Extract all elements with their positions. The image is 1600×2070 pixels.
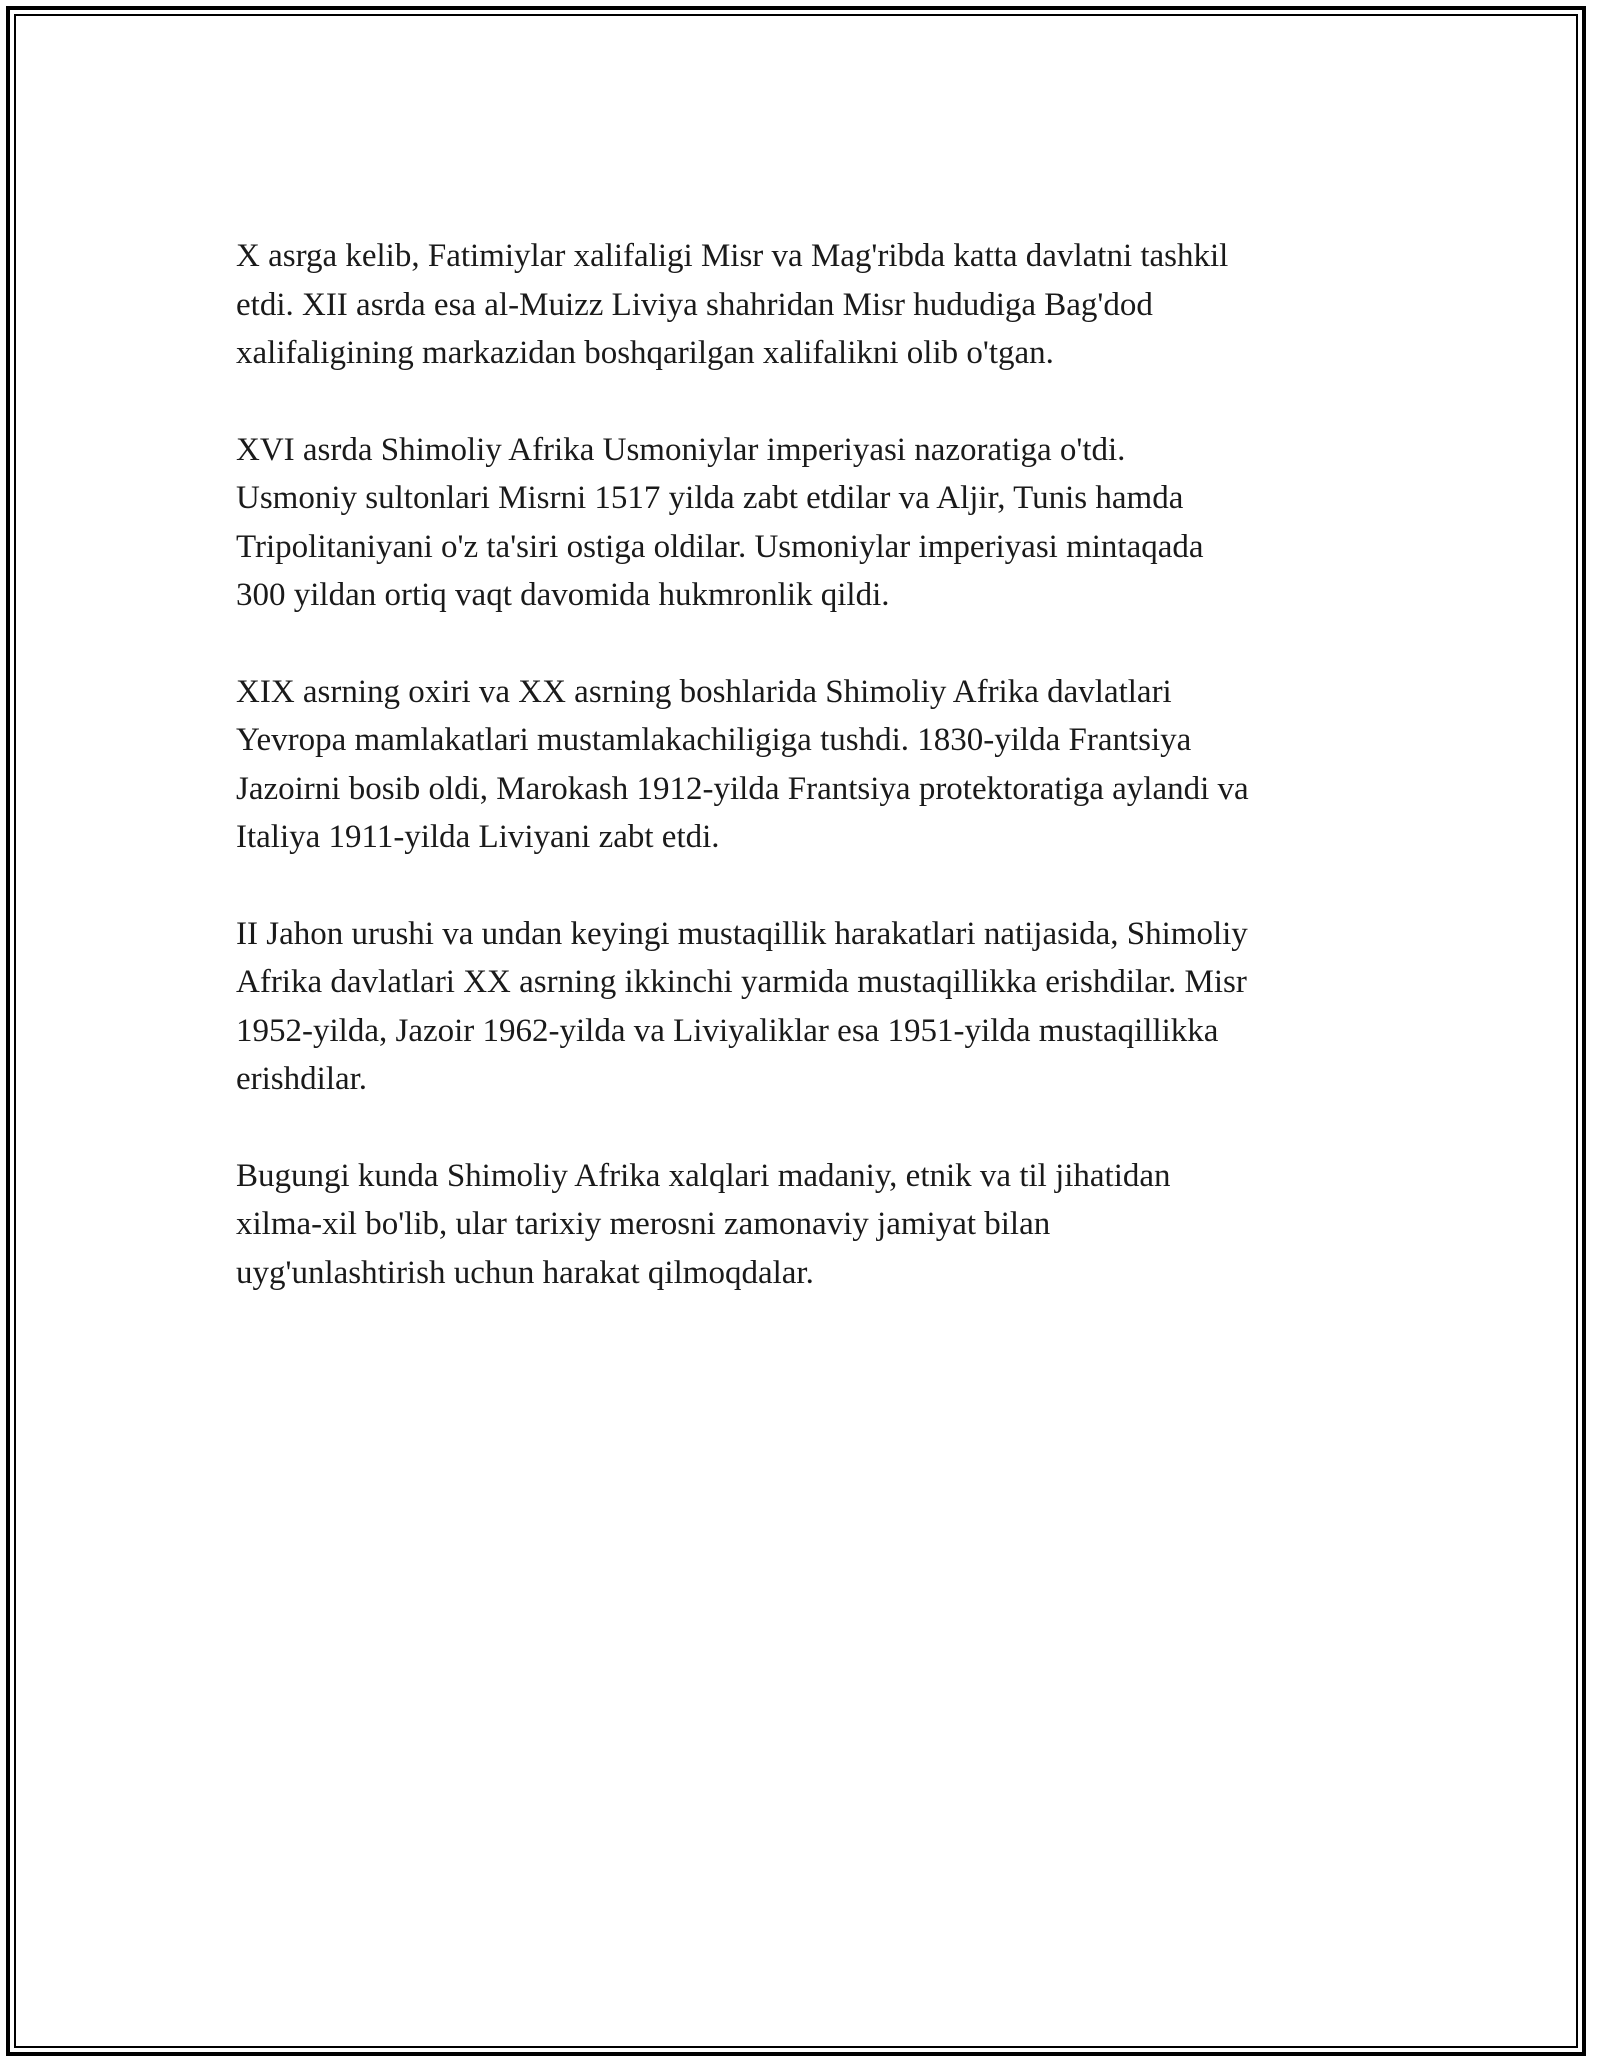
paragraph-today: Bugungi kunda Shimoliy Afrika xalqlari madaniy, etnik va til jihatidan xilma-xil bo'lib, ular tarixiy merosni zamonaviy jamiyat bilan uyg'unlashtirish uchun harakat qilmoqdalar. bbox=[236, 1157, 1171, 1291]
paragraph-independence: II Jahon urushi va undan keyingi mustaqillik harakatlari natijasida, Shimoliy Afrika davlatlari XX asrning ikkinchi yarmida mustaqillikka erishdilar. Misr 1952-yilda, Jazoir 1962-yilda va Liviyaliklar esa 1951-yilda mustaqillikka erishdilar. bbox=[236, 915, 1248, 1097]
paragraph-fatimids: X asrga kelib, Fatimiylar xalifaligi Misr va Mag'ribda katta davlatni tashkil etdi. XII asrda esa al-Muizz Liviya shahridan Misr hududiga Bag'dod xalifaligining markazidan boshqarilgan xalifalikni olib o'tgan. bbox=[236, 238, 1229, 371]
paragraph-colonialism: XIX asrning oxiri va XX asrning boshlarida Shimoliy Afrika davlatlari Yevropa mamlakatlari mustamlakachiligiga tushdi. 1830-yilda Frantsiya Jazoirni bosib oldi, Marokash 1912-yilda Frantsiya protektoratiga aylandi va Italiya 1911-yilda Liviyani zabt etdi. bbox=[236, 673, 1249, 855]
paragraph-ottomans: XVI asrda Shimoliy Afrika Usmoniylar imperiyasi nazoratiga o'tdi. Usmoniy sultonlari Misrni 1517 yilda zabt etdilar va Aljir, Tunis hamda Tripolitaniyani o'z ta'siri ostiga oldilar. Usmoniylar imperiyasi mintaqada 300 yildan ortiq vaqt davomida hukmronlik qildi. bbox=[236, 431, 1204, 613]
document-body bbox=[236, 232, 1376, 1345]
